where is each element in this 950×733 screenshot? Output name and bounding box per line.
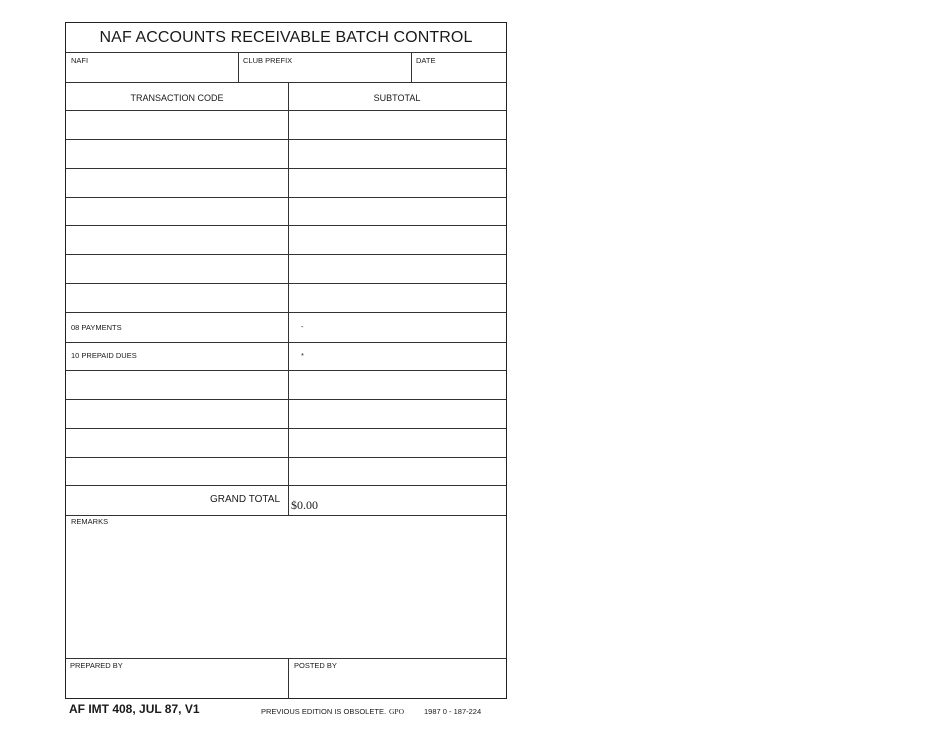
- nafi-field[interactable]: [68, 65, 240, 80]
- subtotal-input[interactable]: [292, 402, 508, 426]
- subtotal-header: SUBTOTAL: [373, 93, 421, 103]
- payments-code: 08 PAYMENTS: [71, 323, 122, 332]
- gpo-number: 1987 0 - 187-224: [424, 707, 482, 716]
- subtotal-input[interactable]: [292, 228, 508, 252]
- divider: [66, 658, 506, 659]
- date-field[interactable]: [414, 65, 508, 80]
- divider: [66, 139, 506, 140]
- prepared-by-label: PREPARED BY: [70, 661, 123, 670]
- subtotal-input[interactable]: [292, 113, 508, 137]
- transaction-code-input[interactable]: [68, 286, 290, 310]
- divider: [66, 52, 506, 53]
- divider: [66, 82, 506, 83]
- subtotal-input[interactable]: [292, 460, 508, 483]
- subtotal-input[interactable]: [292, 142, 508, 166]
- divider: [66, 254, 506, 255]
- divider: [66, 342, 506, 343]
- transaction-code-input[interactable]: [68, 257, 290, 281]
- divider: [66, 370, 506, 371]
- form-id: AF IMT 408, JUL 87, V1: [69, 702, 200, 716]
- transaction-code-header: TRANSACTION CODE: [130, 93, 224, 103]
- subtotal-input[interactable]: [292, 257, 508, 281]
- divider: [66, 168, 506, 169]
- transaction-code-input[interactable]: [68, 228, 290, 252]
- transaction-code-input[interactable]: [68, 431, 290, 455]
- subtotal-input[interactable]: [292, 286, 508, 310]
- divider: [66, 485, 506, 486]
- transaction-code-input[interactable]: [68, 460, 290, 483]
- posted-by-field[interactable]: [292, 673, 508, 695]
- divider: [66, 515, 506, 516]
- transaction-code-input[interactable]: [68, 142, 290, 166]
- gpo-label: GPO: [389, 707, 405, 716]
- transaction-code-input[interactable]: [68, 402, 290, 426]
- divider: [66, 110, 506, 111]
- transaction-code-input[interactable]: [68, 113, 290, 137]
- grand-total-value: $0.00: [291, 498, 318, 512]
- batch-control-form: [65, 22, 507, 699]
- nafi-label: NAFI: [71, 56, 89, 65]
- divider: [66, 283, 506, 284]
- prepared-by-field[interactable]: [68, 673, 290, 695]
- remarks-field[interactable]: [68, 528, 506, 654]
- divider: [66, 399, 506, 400]
- subtotal-input[interactable]: [292, 373, 508, 397]
- subtotal-input[interactable]: [292, 200, 508, 223]
- club-prefix-field[interactable]: [241, 65, 413, 80]
- subtotal-input[interactable]: [292, 171, 508, 195]
- remarks-label: REMARKS: [71, 517, 109, 526]
- divider: [66, 225, 506, 226]
- club-prefix-label: CLUB PREFIX: [243, 56, 293, 65]
- payments-sign: -: [301, 322, 304, 331]
- date-label: DATE: [416, 56, 436, 65]
- posted-by-label: POSTED BY: [294, 661, 337, 670]
- divider: [66, 312, 506, 313]
- transaction-code-input[interactable]: [68, 200, 290, 223]
- transaction-code-input[interactable]: [68, 171, 290, 195]
- form-title: NAF ACCOUNTS RECEIVABLE BATCH CONTROL: [99, 29, 473, 46]
- subtotal-input[interactable]: [292, 431, 508, 455]
- divider: [66, 428, 506, 429]
- divider: [66, 457, 506, 458]
- grand-total-label: GRAND TOTAL: [210, 494, 281, 505]
- transaction-code-input[interactable]: [68, 373, 290, 397]
- divider: [66, 197, 506, 198]
- prepaid-dues-sign: *: [301, 351, 304, 360]
- prepaid-dues-code: 10 PREPAID DUES: [71, 351, 137, 360]
- edition-note: PREVIOUS EDITION IS OBSOLETE.: [261, 707, 387, 716]
